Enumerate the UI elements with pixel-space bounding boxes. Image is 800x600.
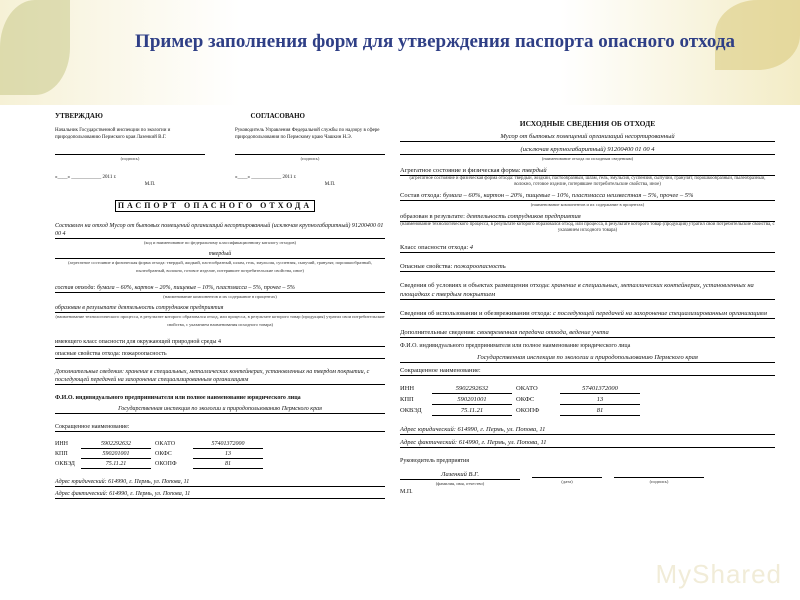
agreer-signature-line (235, 147, 385, 155)
date-lines (55, 175, 385, 188)
origin-row: образован в результате: деятельность сотрудников предприятия (400, 212, 775, 222)
okfs-value: 13 (193, 450, 263, 459)
waste-line: Составлен на отход Мусор от бытовых помещений организаций несортированный (исключая крупногабаритный) 91200400 01 00 4 (55, 223, 384, 237)
okato-label: ОКАТО (155, 441, 176, 447)
codes-grid (55, 440, 385, 469)
extra-info: Дополнительные сведения: хранение в специальных, металлических контейнерах, установленных на твердом покрытии, с последующей передачей на захоронение специализированным организациям (55, 368, 385, 385)
actual-address: Адрес фактический: 614990, г. Пермь, ул. Попова, 11 (55, 490, 385, 499)
state-caption: (агрегатное состояние и физическая форма отхода: твердый, жидкий, пастообразный, шлам, гель, эмульсия, суспензия, сыпучий, гранулят, порошкообразный, пылеобразный, волокно, готовое изделие, потерявшее потребительские свойства, иное) (68, 260, 372, 273)
head-sign-line (614, 470, 704, 478)
composition-caption: (наименование компонентов и их содержание в процентах) (163, 294, 277, 299)
okopf-value: 81 (193, 460, 263, 469)
kpp-label: КПП (55, 451, 68, 457)
head-name: Лазенкий В.Г. (400, 470, 520, 480)
head-signature-block (400, 467, 775, 488)
okfs-label: ОКФС (516, 396, 535, 403)
leaf-decoration-left (0, 0, 70, 95)
watermark: MyShared (655, 559, 782, 589)
head-date-caption: (дата) (561, 479, 573, 484)
composition-row: Состав отхода: бумага – 60%, картон – 20%, пищевые – 10%, пластмасса неизвестная – 5%, прочее – 5% (400, 191, 775, 201)
fio-label: Ф.И.О. индивидуального предпринимателя или полное наименование юридического лица (55, 395, 301, 401)
composition: состав отхода: бумага – 60%, картон – 20%, пищевые – 10%, пластмасса – 5%, прочее – 5% (55, 284, 385, 293)
waste-caption: (код и наименование по федеральному классификационному каталогу отходов) (144, 240, 296, 245)
approve-label: УТВЕРЖДАЮ (55, 112, 103, 120)
short-name-label: Сокращенное наименование: (400, 366, 775, 376)
approval-blocks (55, 128, 385, 141)
state-caption: (агрегатное состояние и физическая форма отхода: твердый, жидкий, пастообразный, шлам, гель, эмульсия, суспензия, сыпучий, гранулят, порошкообразный, пылеобразный, волокно, готовое изделие, потерявшее потребительские свойства, иное) (409, 176, 766, 187)
codes-grid (400, 384, 775, 416)
head-label: Руководитель предприятия (400, 458, 469, 464)
agreed-label: СОГЛАСОВАНО (250, 112, 305, 120)
fio-label: Ф.И.О. индивидуального предпринимателя или полное наименование юридического лица (400, 343, 631, 349)
approver-text: Начальник Государственной инспекции по экологии и природопользованию Пермского края Лазенкий В.Г. (55, 128, 171, 140)
head-name-caption: (фамилия, имя, отчество) (435, 481, 485, 486)
waste-name-2: (исключая крупногабаритный) 91200400 01 00 4 (400, 145, 775, 155)
approval-header (55, 112, 385, 120)
hazard-class: имеющего класс опасности для окружающей природной среды 4 (55, 338, 385, 347)
okato-label: ОКАТО (516, 385, 538, 392)
okopf-value: 81 (560, 406, 640, 416)
conditions-row: Сведения об условиях и объектах размещения отхода: хранение в специальных, металлических контейнерах, установленных на площадках с твердым покрытием (400, 281, 775, 300)
head-date-line (532, 470, 602, 478)
waste-name-caption: (наименование отхода по исходным сведениям) (541, 156, 634, 161)
passport-title: ПАСПОРТ ОПАСНОГО ОТХОДА (115, 200, 315, 212)
okopf-label: ОКОПФ (516, 407, 540, 414)
slide-title: Пример заполнения форм для утверждения паспорта опасного отхода (135, 31, 735, 52)
state-row: Агрегатное состояние и физическая форма: твердый (400, 166, 775, 176)
legal-address: Адрес юридический: 614990, г. Пермь, ул. Попова, 11 (400, 425, 775, 435)
signature-caption-2: (подпись) (300, 156, 320, 161)
waste-name-1: Мусор от бытовых помещений организаций несортированный (400, 132, 775, 142)
origin-caption: (наименование технологического процесса, в результате которого образовался отход, или процесса, в результате которого товар (продукция) утратил свои потребительские свойства, с указанием исходного товара) (400, 222, 775, 233)
source-info-form (400, 120, 775, 496)
source-info-heading: ИСХОДНЫЕ СВЕДЕНИЯ ОБ ОТХОДЕ (519, 119, 656, 128)
passport-form (55, 112, 385, 499)
signature-caption-1: (подпись) (120, 156, 140, 161)
short-name-label: Сокращенное наименование: (55, 423, 385, 432)
okato-value: 57401372000 (560, 384, 640, 394)
origin-caption: (наименование технологического процесса, в результате которого образовался отход, или процесса, в результате которого товар (продукция) утратил свои потребительские свойства, с указанием наименования исходного товара) (55, 314, 385, 327)
org-name: Государственная инспекция по экологии и природопользованию Пермского края (55, 405, 385, 414)
okato-value: 57401372000 (193, 440, 263, 449)
okved-value: 75.11.21 (432, 406, 512, 416)
hazard-props: опасные свойства отхода: пожароопасность (55, 350, 385, 359)
composition-caption: (наименование компонентов и их содержание в процентах) (530, 202, 645, 207)
approver-date: «____» ____________ 2011 г. М.П. (55, 175, 156, 187)
inn-label: ИНН (55, 441, 68, 447)
okved-label: ОКВЭД (400, 407, 422, 414)
usage-row: Сведения об использовании и обезвреживании отхода: с последующей передачей на захоронение специализированным организациям (400, 309, 775, 319)
org-name: Государственная инспекция по экологии и природопользованию Пермского края (400, 353, 775, 363)
okopf-label: ОКОПФ (155, 461, 177, 467)
agreer-text: Руководитель Управления Федеральной службы по надзору в сфере природопользования по Пермскому краю Чашкин Н.Э. (235, 128, 380, 140)
kpp-label: КПП (400, 396, 414, 403)
kpp-value: 590201001 (81, 450, 151, 459)
stamp-place: М.П. (400, 489, 413, 495)
kpp-value: 590201001 (432, 395, 512, 405)
state-value: твердый (55, 250, 385, 259)
agreer-date: «____» ____________ 2011 г. М.П. (235, 175, 336, 187)
okved-label: ОКВЭД (55, 461, 75, 467)
signature-lines (55, 141, 385, 163)
inn-value: 5902292632 (432, 384, 512, 394)
legal-address: Адрес юридический: 614990, г. Пермь, ул. Попова, 11 (55, 478, 385, 487)
origin: образован в результате деятельность сотрудников предприятия (55, 304, 385, 313)
head-sign-caption: (подпись) (649, 479, 669, 484)
approver-signature-line (55, 147, 205, 155)
class-row: Класс опасности отхода: 4 (400, 243, 775, 253)
okfs-value: 13 (560, 395, 640, 405)
inn-value: 5902292632 (81, 440, 151, 449)
actual-address: Адрес фактический: 614990, г. Пермь, ул. Попова, 11 (400, 438, 775, 448)
okved-value: 75.11.21 (81, 460, 151, 469)
props-row: Опасные свойства: пожароопасность (400, 262, 775, 272)
okfs-label: ОКФС (155, 451, 172, 457)
inn-label: ИНН (400, 385, 415, 392)
extra-row: Дополнительные сведения: своевременная передача отхода, ведение учета (400, 328, 775, 338)
